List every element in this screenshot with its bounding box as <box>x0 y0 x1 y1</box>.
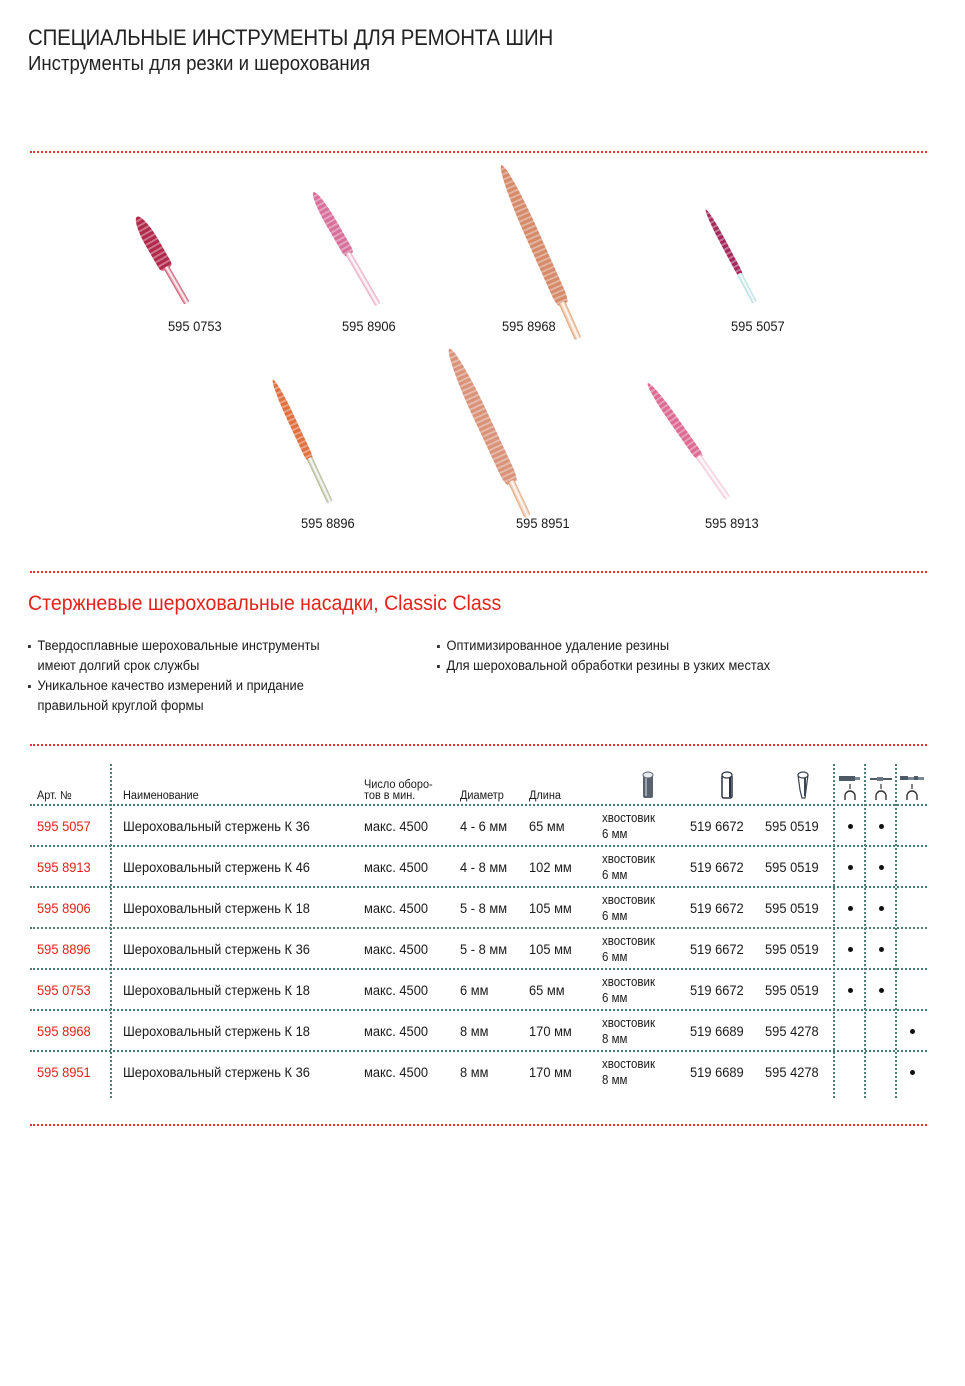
feature-item: Уникальное качество измерений и придание правильной круглой формы <box>28 676 320 716</box>
header-length: Длина <box>529 790 561 802</box>
chuck-code: 595 0519 <box>765 982 819 998</box>
collet-chuck-icon <box>796 770 810 800</box>
table-row <box>30 888 927 929</box>
product-image <box>703 208 758 304</box>
compatibility-dot <box>879 824 884 829</box>
cutter-head <box>442 345 518 485</box>
max-rpm: макс. 4500 <box>364 859 429 875</box>
chuck-code: 595 0519 <box>765 818 819 834</box>
product-name: Шероховальный стержень К 18 <box>123 900 310 916</box>
chuck-code: 595 4278 <box>765 1064 819 1080</box>
section-title: Стержневые шероховальные насадки, Classic Class <box>28 592 502 615</box>
feature-item: Для шероховальной обработки резины в узких местах <box>437 656 770 676</box>
length: 65 мм <box>529 818 565 834</box>
compatibility-dot <box>848 988 853 993</box>
compatibility-dot <box>848 824 853 829</box>
product-image <box>309 189 384 307</box>
diameter: 4 - 8 мм <box>460 859 508 875</box>
holder-code: 519 6672 <box>690 818 744 834</box>
chuck-code: 595 0519 <box>765 941 819 957</box>
product-name: Шероховальный стержень К 18 <box>123 1023 310 1039</box>
max-rpm: макс. 4500 <box>364 982 429 998</box>
product-image <box>442 345 534 519</box>
shank-size: хвостовик 6 мм <box>602 934 655 964</box>
shank <box>737 272 757 304</box>
product-image <box>495 162 585 341</box>
article-number: 595 8951 <box>37 1064 91 1080</box>
divider <box>30 571 927 573</box>
length: 170 мм <box>529 1064 572 1080</box>
product-table <box>30 760 927 1093</box>
diameter: 8 мм <box>460 1064 489 1080</box>
diameter: 4 - 6 мм <box>460 818 508 834</box>
chuck-code: 595 0519 <box>765 859 819 875</box>
compatibility-dot <box>879 988 884 993</box>
product-image <box>269 378 333 504</box>
table-body <box>30 806 927 1093</box>
shank <box>696 454 730 499</box>
cutter-head <box>644 380 704 460</box>
length: 65 мм <box>529 982 565 998</box>
page-subtitle: Инструменты для резки и шерохования <box>28 53 371 75</box>
shank-holder-icon <box>641 770 655 800</box>
header-name: Наименование <box>123 790 199 802</box>
article-number: 595 0753 <box>37 982 91 998</box>
product-name: Шероховальный стержень К 46 <box>123 859 310 875</box>
compatibility-dot <box>848 947 853 952</box>
product-image <box>131 213 193 307</box>
product-code: 595 8913 <box>705 515 759 531</box>
column-divider <box>864 764 866 1098</box>
diameter: 8 мм <box>460 1023 489 1039</box>
straight-grinder-icon <box>838 774 862 804</box>
product-code: 595 8896 <box>301 515 355 531</box>
feature-list-left <box>28 636 335 716</box>
max-rpm: макс. 4500 <box>364 1023 429 1039</box>
holder-code: 519 6689 <box>690 1023 744 1039</box>
max-rpm: макс. 4500 <box>364 941 429 957</box>
shank <box>507 479 530 517</box>
shank-size: хвостовик 6 мм <box>602 975 655 1005</box>
compatibility-dot <box>848 865 853 870</box>
length: 105 мм <box>529 900 572 916</box>
compatibility-dot <box>879 947 884 952</box>
product-name: Шероховальный стержень К 18 <box>123 982 310 998</box>
shank <box>306 456 332 503</box>
table-row <box>30 806 927 847</box>
holder-code: 519 6672 <box>690 982 744 998</box>
chuck-code: 595 4278 <box>765 1023 819 1039</box>
holder-code: 519 6689 <box>690 1064 744 1080</box>
shank <box>163 265 189 304</box>
shank-size: хвостовик 6 мм <box>602 852 655 882</box>
article-number: 595 5057 <box>37 818 91 834</box>
product-name: Шероховальный стержень К 36 <box>123 1064 310 1080</box>
max-rpm: макс. 4500 <box>364 900 429 916</box>
compatibility-dot <box>879 865 884 870</box>
product-code: 595 8951 <box>516 515 570 531</box>
shank-size: хвостовик 8 мм <box>602 1057 655 1087</box>
pen-grinder-icon <box>869 774 893 804</box>
table-row <box>30 1052 927 1093</box>
shank-size: хвостовик 6 мм <box>602 811 655 841</box>
divider <box>30 151 927 153</box>
product-code: 595 8906 <box>342 318 396 334</box>
chuck-code: 595 0519 <box>765 900 819 916</box>
diameter: 5 - 8 мм <box>460 900 508 916</box>
diameter: 6 мм <box>460 982 489 998</box>
product-image <box>644 380 732 500</box>
product-code: 595 5057 <box>731 318 785 334</box>
shank-size: хвостовик 8 мм <box>602 1016 655 1046</box>
feature-list-right <box>437 636 788 676</box>
product-code: 595 8968 <box>502 318 556 334</box>
max-rpm: макс. 4500 <box>364 818 429 834</box>
cutter-head <box>495 162 570 307</box>
cutter-head <box>309 189 354 256</box>
holder-code: 519 6672 <box>690 859 744 875</box>
table-header <box>30 760 927 806</box>
column-divider <box>895 764 897 1098</box>
length: 105 мм <box>529 941 572 957</box>
holder-code: 519 6672 <box>690 900 744 916</box>
header-diameter: Диаметр <box>460 790 504 802</box>
shank <box>559 301 582 340</box>
holder-code: 519 6672 <box>690 941 744 957</box>
compatibility-dot <box>910 1029 915 1034</box>
table-row <box>30 929 927 970</box>
article-number: 595 8906 <box>37 900 91 916</box>
long-grinder-icon <box>899 774 925 804</box>
article-number: 595 8913 <box>37 859 91 875</box>
cutter-head <box>131 213 173 272</box>
article-number: 595 8896 <box>37 941 91 957</box>
max-rpm: макс. 4500 <box>364 1064 429 1080</box>
shank-size: хвостовик 6 мм <box>602 893 655 923</box>
table-row <box>30 847 927 888</box>
compatibility-dot <box>879 906 884 911</box>
feature-item: Оптимизированное удаление резины <box>437 636 770 656</box>
length: 170 мм <box>529 1023 572 1039</box>
table-row <box>30 1011 927 1052</box>
product-name: Шероховальный стержень К 36 <box>123 818 310 834</box>
product-code: 595 0753 <box>168 318 222 334</box>
page-title: СПЕЦИАЛЬНЫЕ ИНСТРУМЕНТЫ ДЛЯ РЕМОНТА ШИН <box>28 25 554 50</box>
cutter-head <box>269 378 313 461</box>
table-row <box>30 970 927 1011</box>
collet-icon <box>720 770 734 800</box>
column-divider <box>833 764 835 1098</box>
header-art: Арт. № <box>37 790 72 802</box>
divider <box>30 1124 927 1126</box>
length: 102 мм <box>529 859 572 875</box>
diameter: 5 - 8 мм <box>460 941 508 957</box>
compatibility-dot <box>910 1070 915 1075</box>
shank <box>346 250 381 305</box>
compatibility-dot <box>848 906 853 911</box>
cutter-head <box>703 208 743 276</box>
feature-item: Твердосплавные шероховальные инструменты имеют долгий срок службы <box>28 636 320 676</box>
divider <box>30 744 927 746</box>
column-divider <box>110 764 112 1098</box>
product-name: Шероховальный стержень К 36 <box>123 941 310 957</box>
header-rpm: Число оборо- тов в мин. <box>364 779 433 802</box>
article-number: 595 8968 <box>37 1023 91 1039</box>
